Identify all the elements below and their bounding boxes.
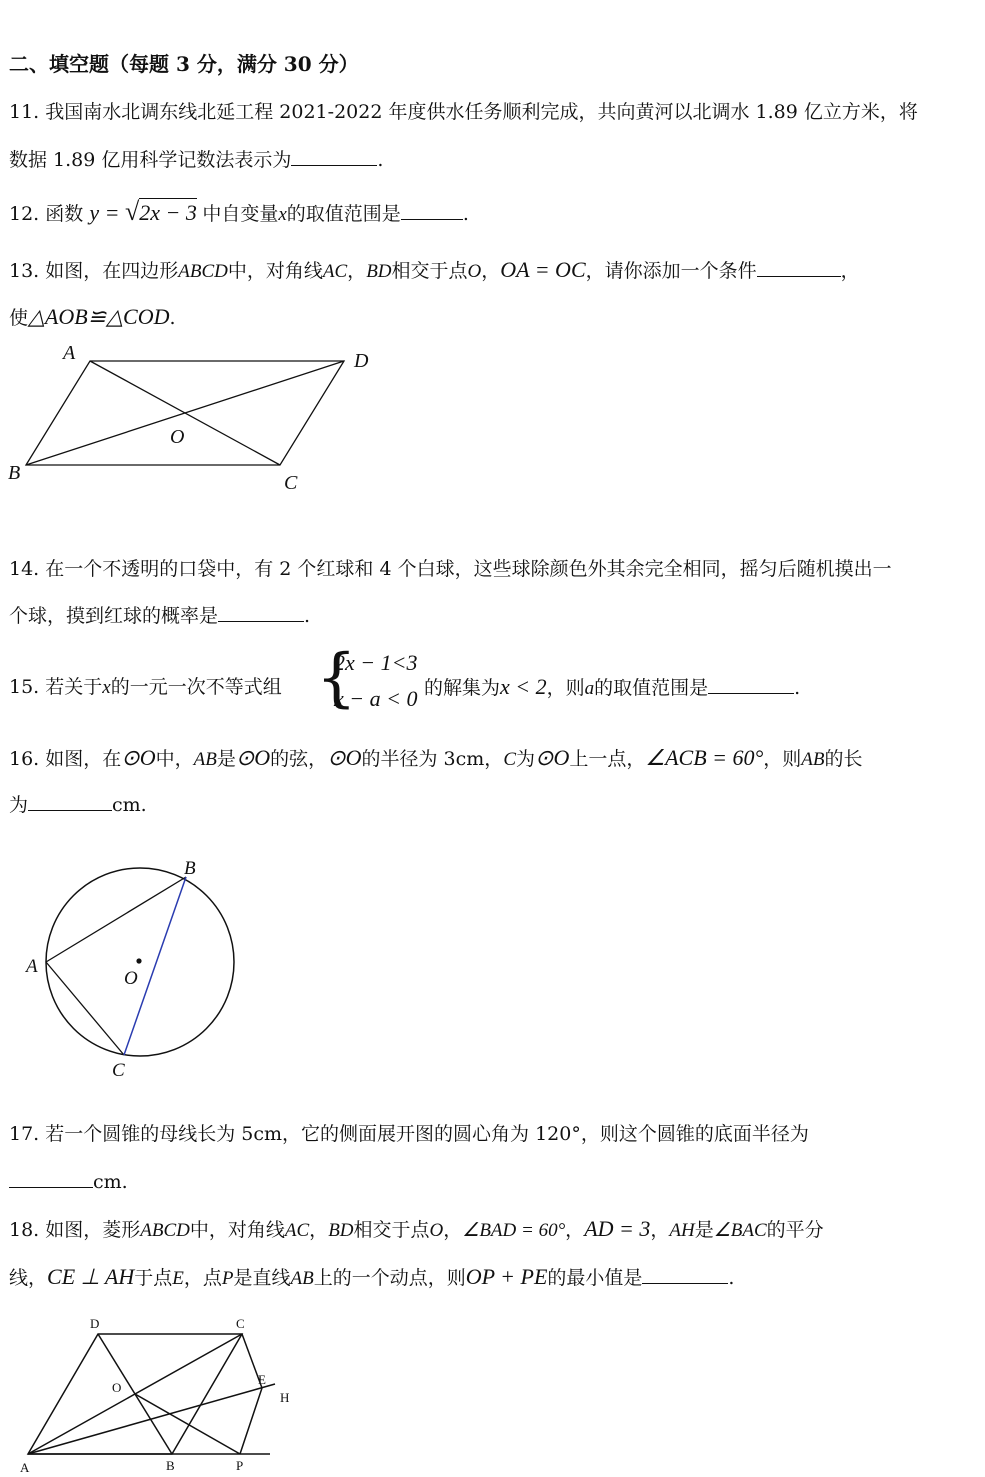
q13-text: 使 <box>9 307 29 329</box>
section-title: 二、填空题（每题 3 分，满分 30 分） <box>9 52 359 76</box>
q13-text: ，请你添加一个条件 <box>585 260 757 282</box>
q18-ad: AD = 3 <box>584 1216 651 1241</box>
q15-line <box>9 673 282 702</box>
q15-text: ，则 <box>546 677 585 699</box>
q16-c: C <box>503 749 516 770</box>
q16-text: 为 <box>9 794 29 816</box>
segment-pe <box>240 1388 262 1454</box>
q13-line1 <box>9 256 860 286</box>
sqrt-sign: √ <box>124 197 140 226</box>
q13-text: ， <box>840 260 860 282</box>
q12-radicand: 2x − 3 <box>139 200 197 225</box>
q18-text: ，点 <box>183 1267 222 1289</box>
q18-expression: OP + PE <box>465 1264 548 1289</box>
system-row-1: 2x − 1<3 <box>334 650 418 675</box>
q12-sqrt <box>124 197 202 226</box>
q18-text: ， <box>650 1219 670 1241</box>
q15-line-cont <box>424 673 800 703</box>
label-o: O <box>170 426 185 448</box>
q13-quad: ABCD <box>178 261 228 282</box>
q18-text: 上的一个动点，则 <box>313 1267 466 1289</box>
label-d: D <box>354 350 369 372</box>
q16-circle: ⊙O <box>327 745 362 770</box>
label-o: O <box>124 968 138 989</box>
q13-text: . <box>169 307 176 329</box>
q13-parallelogram-figure <box>0 335 400 500</box>
label-p: P <box>236 1458 244 1473</box>
q13-line2 <box>9 303 176 332</box>
q16-line2 <box>9 791 147 819</box>
q17-line2 <box>9 1168 128 1196</box>
diagonal-bd <box>26 361 344 465</box>
system-row-2: x − a < 0 <box>334 686 418 711</box>
q18-text: 的平分 <box>766 1219 824 1241</box>
q18-line1 <box>9 1215 824 1245</box>
q12-suffix: 的取值范围是 <box>286 203 401 225</box>
q18-ah: AH <box>669 1220 695 1241</box>
q16-text: 上一点， <box>569 748 646 770</box>
answer-blank <box>9 1169 93 1188</box>
q14-text: . <box>304 605 311 627</box>
q18-text: 的最小值是 <box>547 1267 643 1289</box>
q18-p: P <box>221 1268 234 1289</box>
label-e: E <box>258 1372 266 1387</box>
q18-text: ， <box>309 1219 329 1241</box>
q15-text: 的解集为 <box>424 677 501 699</box>
label-b: B <box>8 462 21 484</box>
q11-line1: 11. 我国南水北调东线北延工程 2021-2022 年度供水任务顺利完成，共向黄河以北调水 1.89 亿立方米，将 <box>9 101 918 123</box>
answer-blank <box>401 201 463 220</box>
q16-text: 的弦， <box>270 748 328 770</box>
q13-text: 相交于点 <box>391 260 468 282</box>
answer-blank <box>218 603 304 622</box>
q18-bd: BD <box>328 1220 354 1241</box>
q18-perp: CE ⊥ AH <box>47 1264 135 1289</box>
q16-text: 的半径为 3cm， <box>361 748 504 770</box>
q16-text: 为 <box>516 748 536 770</box>
bisector-ah <box>28 1384 275 1454</box>
left-brace: { <box>316 641 357 715</box>
q13-congruence: △AOB≌△COD <box>28 304 170 329</box>
q18-text: 相交于点 <box>353 1219 430 1241</box>
q16-angle: ∠ACB = 60° <box>645 745 764 770</box>
q18-text: 于点 <box>134 1267 173 1289</box>
q13-text: 13. 如图，在四边形 <box>9 260 179 282</box>
answer-blank <box>708 675 794 694</box>
q16-text: 16. 如图，在 <box>9 748 122 770</box>
label-a: A <box>26 956 38 977</box>
q18-text: 是直线 <box>233 1267 291 1289</box>
q16-ab: AB <box>801 749 825 770</box>
segment-op <box>135 1394 240 1454</box>
q18-line2 <box>9 1263 734 1293</box>
label-c: C <box>236 1316 245 1331</box>
q17-line1: 17. 若一个圆锥的母线长为 5cm，它的侧面展开图的圆心角为 120°，则这个圆锥的底面半径为 <box>9 1123 809 1145</box>
q18-e: E <box>172 1268 184 1289</box>
q12-line <box>9 198 469 229</box>
q13-text: ， <box>481 260 501 282</box>
label-a: A <box>63 342 76 364</box>
q18-ab: AB <box>290 1268 314 1289</box>
q12-var: x <box>278 204 287 225</box>
q15-text: 的取值范围是 <box>594 677 709 699</box>
q14-line1: 14. 在一个不透明的口袋中，有 2 个红球和 4 个白球，这些球除颜色外其余完全相同，摇匀后随机摸出一 <box>9 558 892 580</box>
label-a: A <box>20 1460 30 1475</box>
q16-text: 是 <box>216 748 236 770</box>
chord-bc <box>124 877 186 1055</box>
label-b: B <box>166 1458 175 1473</box>
q15-system <box>316 641 424 722</box>
q12-mid: 中自变量 <box>202 203 279 225</box>
q13-text: ， <box>347 260 367 282</box>
q17-text: cm. <box>93 1171 128 1193</box>
q13-o: O <box>467 261 482 282</box>
q14-line2 <box>9 602 310 630</box>
label-b: B <box>184 858 196 879</box>
q11-line2 <box>9 146 383 174</box>
q14-text: 个球，摸到红球的概率是 <box>9 605 219 627</box>
q11-end: . <box>377 149 384 171</box>
q12-prefix: 12. 函数 <box>9 203 84 225</box>
center-point <box>136 958 141 963</box>
q15-text: 的一元一次不等式组 <box>110 676 282 698</box>
q13-text: 中，对角线 <box>227 260 323 282</box>
label-d: D <box>90 1316 100 1331</box>
q16-text: 的长 <box>824 748 863 770</box>
q13-condition: OA = OC <box>500 257 586 282</box>
chord-ab <box>46 877 186 962</box>
q18-text: . <box>728 1267 735 1289</box>
q15-text: 15. 若关于 <box>9 676 103 698</box>
q16-circle-figure <box>0 850 260 1090</box>
q18-bac: ∠BAC <box>713 1220 767 1241</box>
q16-circle: ⊙O <box>121 745 156 770</box>
answer-blank <box>757 258 841 277</box>
q12-formula-lhs: y = <box>89 200 125 225</box>
q15-a: a <box>584 678 595 699</box>
label-o: O <box>112 1380 122 1395</box>
q18-text: 18. 如图，菱形 <box>9 1219 141 1241</box>
q18-rhombus-figure <box>0 1310 310 1477</box>
q11-text: 数据 1.89 亿用科学记数法表示为 <box>9 149 292 171</box>
q18-text: ， <box>565 1219 585 1241</box>
q18-text: 中，对角线 <box>189 1219 285 1241</box>
q16-circle: ⊙O <box>535 745 570 770</box>
label-c: C <box>284 472 298 494</box>
q13-bd: BD <box>366 261 392 282</box>
answer-blank <box>642 1265 728 1284</box>
q13-ac: AC <box>322 261 348 282</box>
q15-var: x <box>102 677 111 698</box>
q18-angle: ∠BAD = 60° <box>462 1220 566 1241</box>
q15-solution: x < 2 <box>500 674 547 699</box>
q18-text: ， <box>443 1219 463 1241</box>
q15-text: . <box>794 677 801 699</box>
q18-quad: ABCD <box>140 1220 190 1241</box>
q18-o: O <box>429 1220 444 1241</box>
label-h: H <box>280 1390 290 1405</box>
q16-text: 中， <box>155 748 194 770</box>
q16-line1 <box>9 744 863 774</box>
q16-circle: ⊙O <box>235 745 271 770</box>
q12-end: . <box>462 203 469 225</box>
q16-text: ，则 <box>763 748 802 770</box>
q18-ac: AC <box>284 1220 310 1241</box>
answer-blank <box>291 147 377 166</box>
q16-ab: AB <box>193 749 217 770</box>
q18-text: 是 <box>694 1219 714 1241</box>
label-c: C <box>112 1060 125 1081</box>
q16-text: cm. <box>112 794 147 816</box>
answer-blank <box>28 792 112 811</box>
q18-text: 线， <box>9 1267 48 1289</box>
